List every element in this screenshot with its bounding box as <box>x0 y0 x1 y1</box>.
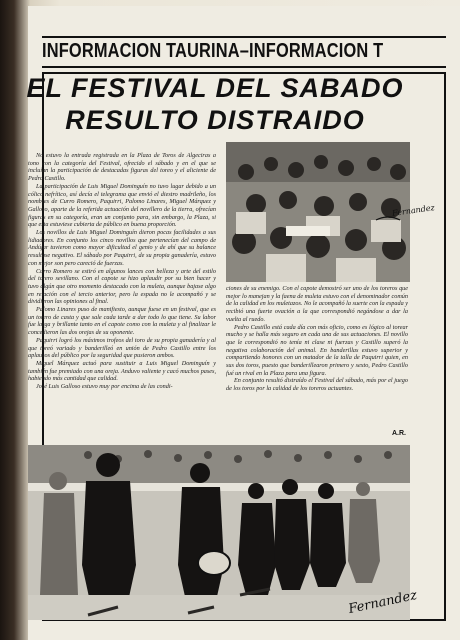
section-header <box>42 36 446 68</box>
section-header-text: INFORMACION TAURINA–INFORMACION T <box>42 40 384 62</box>
paragraph: ciones de su enemigo. Con el capote demostró ser uno de los toreros que mejor lo manejan y la faena de muleta estuvo con el denominador común de la calidad en los muletazos. No le acompañó la suerte con la espada y recibió una fuerte ovación a la que correspondió negándose a dar la vuelta al ruedo. <box>226 285 408 323</box>
paragraph: Los novillos de Luis Miguel Dominguín dieron pocas facilidades a sus lidiadores. En conjunto los cinco novillos que pertenecían del campo de Andújar tuvieron como mayor dificultad el genio y de ahí que su balance resultase negativo. El sábado por Paquirri, de su propia ganadería, estuvo con mejor son pero careció de fuerzas. <box>28 229 216 267</box>
crowd-photo <box>226 142 410 282</box>
paragraph: La participación de Luis Miguel Dominguín no tuvo lugar debido a un cólico nefrítico, así decía el telegrama que envió el diestro madrileño, los nombres de Curro Romero, Paquirri, Palomo Linares, Miguel Márquez y Galloso, aparte de la referida actuación del novillero de la tierra, ofrecían figuras en su categoría, eran un conjunto para, sin embargo, la Plaza, si que esta estuviese cubierta de público en buena proporción. <box>28 182 216 229</box>
headline-line-2: RESULTO DISTRAIDO <box>65 105 365 135</box>
photographer-signature-small: Fernandez <box>391 203 436 218</box>
paragraph: Palomo Linares puso de manifiesto, aunque fuese en un festival, que es un torero de casta y que sale cada tarde a dar todo lo que tiene. Su labor fue larga y brillante tanto en el capote como con la muleta y al finalizar le concedieron las dos orejas de su oponente. <box>28 306 216 337</box>
paragraph: En conjunto resultó distraído el Festival del sábado, más por el juego de los toros por la calidad de los toreros actuantes. <box>226 377 408 393</box>
paragraph: No estuvo la entrada registrada en la Plaza de Toros de Algeciras a tono con la categoría del Festival, ofrecido el sábado y en el que se incluían la participación de destacadas figuras del toreo y el aliciente de Pedro Castillo. <box>28 152 216 183</box>
bullfighters-parade-photo <box>28 445 419 620</box>
headline <box>22 72 408 136</box>
headline-line-1: EL FESTIVAL DEL SABADO <box>26 73 404 103</box>
paragraph: Miguel Márquez actuó para sustituir a Luis Miguel Dominguín y también fue premiado con una oreja. Anduvo valiente y cacó muchos pases, habiendo más cantidad que calidad. <box>28 359 216 383</box>
author-initials: A.R. <box>392 430 406 437</box>
photographer-signature: Fernandez <box>347 587 419 618</box>
paragraph: Paquirri logró los máximos trofeos del toro de su propia ganadería y al que toreó variado y banderilleó en unión de Pedro Castillo entre los aplausos del público por la seguridad que pusieron ambos. <box>28 336 216 360</box>
article-column-left <box>28 152 216 444</box>
paragraph: Pedro Castillo está cada día con más oficio, como es lógico al torear mucho y se halla más seguro en cada una de sus actuaciones. El novillo que le correspondió no tenía ni clase ni fuerzas y Castillo superó la negativa colaboración del animal. En banderillas estuvo superior y compartiendo honores con un matador de la talla de Paquirri quien, en sus dos toros, puesto que banderillearon primero y sexto, Pedro Castillo fué un rival en la Plaza para una figura. <box>226 323 408 377</box>
article-column-right <box>226 285 408 435</box>
paragraph: Curro Romero se estiró en algunos lances con belleza y arte del estilo del torero sevillano. Con el capote se hizo aplaudir por su bien hacer y tuvo algún que otro momento destacado con la muleta, aunque bajase algo en relación con el tercio anterior, pero la espada no le acompañó y se dividieron las opiniones al final. <box>28 267 216 306</box>
paragraph: José Luis Galloso estuvo muy por encima de las condi- <box>36 383 173 391</box>
